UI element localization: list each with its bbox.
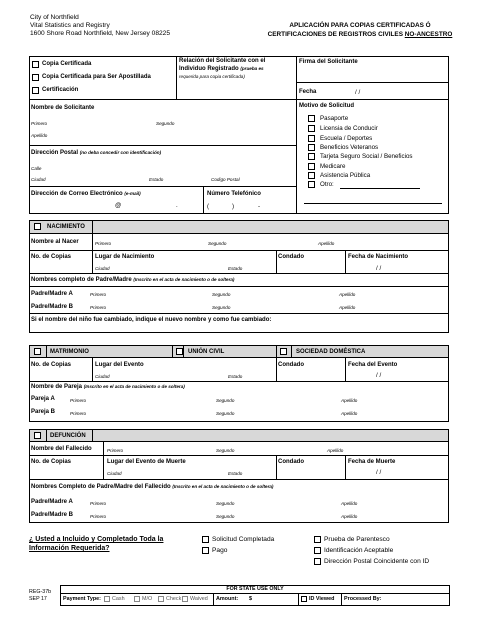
- deceased-middle-label: Segundo: [216, 448, 235, 453]
- payment-waived-label: Waived: [190, 596, 208, 602]
- copy-apostille-label: Copia Certificada para Ser Apostillada: [42, 74, 151, 80]
- birth-last-label: Apellido: [318, 241, 335, 246]
- death-county-label: Condado: [278, 459, 304, 465]
- checklist-relationship-proof-checkbox[interactable]: [314, 536, 321, 543]
- org-department: Vital Statistics and Registry: [30, 22, 110, 29]
- reason-other-label: Otro:: [320, 181, 334, 188]
- address-label: Dirección Postal (no deba concedir con identificación): [31, 150, 162, 156]
- certification-label: Certificación: [42, 87, 79, 93]
- death-date-field[interactable]: / /: [376, 469, 382, 476]
- checklist-id-checkbox[interactable]: [314, 547, 321, 554]
- partner-a-first-label: Primero: [70, 398, 87, 403]
- reason-other-checkbox[interactable]: [308, 181, 315, 188]
- reason-public-assistance-label: Asistencia Pública: [320, 172, 371, 179]
- marriage-copies-label: No. de Copias: [31, 362, 72, 368]
- processed-by-label: Processed By:: [344, 596, 382, 602]
- reason-school-checkbox[interactable]: [308, 135, 315, 142]
- birth-county-label: Condado: [278, 254, 304, 260]
- partner-b-last-label: Apellido: [341, 411, 358, 416]
- birth-date-field[interactable]: / /: [376, 265, 382, 272]
- copy-apostille-checkbox[interactable]: [32, 74, 39, 81]
- parent-a-last-label: Apellido: [339, 292, 356, 297]
- relation-label-line2: Individuo Registrado (prueba es: [179, 66, 264, 72]
- reason-license-checkbox[interactable]: [308, 125, 315, 132]
- reason-medicare-label: Medicare: [320, 163, 346, 170]
- deceased-last-label: Apellido: [327, 448, 344, 453]
- marriage-checkbox[interactable]: [34, 348, 41, 355]
- form-title-line1: APLICACIÓN PARA COPIAS CERTIFICADAS Ó: [289, 22, 431, 29]
- payment-check-label: Check: [166, 596, 182, 602]
- partner-b-middle-label: Segundo: [216, 411, 235, 416]
- birth-checkbox[interactable]: [34, 223, 41, 230]
- reason-label: Motivo de Solicitud: [299, 103, 354, 109]
- marriage-date-label: Fecha del Evento: [348, 362, 398, 368]
- parent-b-label: Padre/Madre B: [31, 304, 74, 310]
- death-place-label: Lugar del Evento de Muerte: [107, 459, 186, 465]
- checklist-payment-label: Pago: [212, 547, 228, 554]
- checklist-application-label: Solicitud Completada: [212, 536, 275, 543]
- marriage-state-label: Estado: [228, 374, 243, 379]
- partner-b-first-label: Primero: [70, 411, 87, 416]
- amount-dollar-sign: $: [249, 596, 252, 602]
- parent-a-first-label: Primero: [90, 292, 107, 297]
- phone-open-paren: (: [207, 203, 210, 210]
- birth-parents-label: Nombres completo de Padre/Madre (Inscrito en el acta de nacimiento o de soltera): [31, 277, 235, 283]
- applicant-name-label: Nombre de Solicitante: [31, 105, 95, 111]
- birth-section-title: NACIMIENTO: [47, 224, 85, 230]
- reason-veterans-label: Beneficios Veteranos: [320, 144, 379, 151]
- birth-date-label: Fecha de Nacimiento: [348, 254, 409, 260]
- death-checkbox[interactable]: [34, 432, 41, 439]
- relation-label-line1: Relación del Solicitante con el: [179, 58, 266, 64]
- birth-place-label: Lugar de Nacimiento: [95, 254, 155, 260]
- relation-field[interactable]: [178, 80, 294, 98]
- death-state-label: Estado: [228, 471, 243, 476]
- deceased-parent-a-first-label: Primero: [90, 501, 107, 506]
- checklist-address-match-label: Dirección Postal Coincidente con ID: [324, 558, 430, 565]
- reason-social-security-label: Tarjeta Seguro Social / Beneficios: [320, 153, 413, 160]
- email-at-sign: @: [115, 202, 122, 209]
- address-street-label: Calle: [31, 166, 42, 171]
- reason-veterans-checkbox[interactable]: [308, 144, 315, 151]
- marriage-county-label: Condado: [278, 362, 304, 368]
- birth-city-label: Ciudad: [95, 266, 110, 271]
- signature-label: Firma del Solicitante: [299, 59, 358, 65]
- payment-type-label: Payment Type:: [63, 596, 101, 602]
- reason-school-label: Escuela / Deportes: [320, 135, 373, 142]
- death-copies-label: No. de Copias: [31, 459, 72, 465]
- payment-mo-checkbox[interactable]: [134, 596, 140, 602]
- reason-other-line[interactable]: [340, 188, 420, 189]
- id-viewed-checkbox[interactable]: [301, 596, 307, 602]
- reason-other-line2[interactable]: [304, 203, 442, 204]
- applicant-middle-label: Segundo: [156, 121, 175, 126]
- checklist-question-line2: Información Requerida?: [29, 545, 110, 552]
- partner-a-label: Pareja A: [31, 396, 55, 402]
- domestic-partnership-checkbox[interactable]: [280, 348, 287, 355]
- applicant-first-label: Primero: [31, 121, 48, 126]
- deceased-parent-a-last-label: Apellido: [341, 501, 358, 506]
- reason-medicare-checkbox[interactable]: [308, 163, 315, 170]
- deceased-first-label: Primero: [107, 448, 124, 453]
- deceased-parent-a-label: Padre/Madre A: [31, 499, 73, 505]
- birth-first-label: Primero: [95, 241, 112, 246]
- civil-union-section-title: UNIÓN CIVIL: [188, 349, 225, 355]
- checklist-payment-checkbox[interactable]: [202, 547, 209, 554]
- parent-a-label: Padre/Madre A: [31, 291, 73, 297]
- form-date: SEP 17: [29, 596, 47, 602]
- deceased-parents-label: Nombres Completo de Padre/Madre del Fallecido (Inscrito en el acta de nacimiento o de soltera): [31, 484, 274, 490]
- birth-state-label: Estado: [228, 266, 243, 271]
- reason-license-label: Licensia de Conducir: [320, 125, 378, 132]
- marriage-section-header: [29, 345, 449, 358]
- birth-name-label: Nombre al Nacer: [31, 239, 79, 245]
- payment-cash-checkbox[interactable]: [104, 596, 110, 602]
- address-city-label: Ciudad: [31, 177, 46, 182]
- deceased-parent-b-middle-label: Segundo: [216, 514, 235, 519]
- payment-waived-checkbox[interactable]: [182, 596, 188, 602]
- org-name: City of Northfield: [30, 14, 79, 21]
- reason-public-assistance-checkbox[interactable]: [308, 172, 315, 179]
- copy-certified-label: Copia Certificada: [42, 61, 92, 67]
- address-zip-label: Codigo Postal: [211, 177, 240, 182]
- email-label: Dirección de Correo Electrónico (e-mail): [31, 191, 141, 197]
- payment-cash-label: Cash: [112, 596, 125, 602]
- checklist-application-checkbox[interactable]: [202, 536, 209, 543]
- signature-date-field[interactable]: / /: [355, 89, 361, 96]
- email-dot: .: [176, 202, 178, 209]
- phone-dash: -: [258, 203, 261, 210]
- civil-union-checkbox[interactable]: [176, 348, 183, 355]
- deceased-parent-b-last-label: Apellido: [341, 514, 358, 519]
- id-viewed-label: ID Viewed: [309, 596, 335, 602]
- reason-social-security-checkbox[interactable]: [308, 153, 315, 160]
- deceased-parent-b-first-label: Primero: [90, 514, 107, 519]
- form-title-line2: CERTIFICACIONES DE REGISTROS CIVILES NO-ANCESTRO: [267, 31, 453, 38]
- partner-a-last-label: Apellido: [341, 398, 358, 403]
- death-city-label: Ciudad: [107, 471, 122, 476]
- parent-b-first-label: Primero: [90, 305, 107, 310]
- deceased-parent-a-middle-label: Segundo: [216, 501, 235, 506]
- checklist-address-match-checkbox[interactable]: [314, 558, 321, 565]
- marriage-date-field[interactable]: / /: [376, 372, 382, 379]
- death-date-label: Fecha de Muerte: [348, 459, 396, 465]
- parent-a-middle-label: Segundo: [212, 292, 231, 297]
- deceased-name-label: Nombre del Fallecido: [31, 446, 92, 452]
- applicant-last-label: Apellido: [31, 133, 48, 138]
- amount-label: Amount:: [216, 596, 239, 602]
- parent-b-middle-label: Segundo: [212, 305, 231, 310]
- form-id: REG-37b: [29, 589, 52, 595]
- state-use-label: FOR STATE USE ONLY: [226, 586, 284, 592]
- checklist-relationship-proof-label: Prueba de Parentesco: [324, 536, 390, 543]
- marriage-section-title: MATRIMONIO: [50, 349, 89, 355]
- reason-passport-label: Pasaporte: [320, 115, 349, 122]
- partner-names-label: Nombre de Pareja (Inscrito en el acta de nacimiento o de soltera): [31, 384, 185, 390]
- org-address: 1600 Shore Road Northfield, New Jersey 08225: [30, 30, 171, 37]
- death-section-title: DEFUNCIÓN: [50, 433, 86, 439]
- phone-close-paren: ): [232, 203, 235, 210]
- certification-checkbox[interactable]: [32, 87, 39, 94]
- payment-check-checkbox[interactable]: [158, 596, 164, 602]
- address-state-label: Estado: [149, 177, 164, 182]
- relation-note: requerida para copia certificada): [179, 74, 245, 79]
- copy-certified-checkbox[interactable]: [32, 61, 39, 68]
- name-change-label: Si el nombre del niño fue cambiado, indique el nuevo nombre y como fue cambiado:: [31, 317, 272, 323]
- reason-passport-checkbox[interactable]: [308, 115, 315, 122]
- checklist-id-label: Identificación Aceptable: [324, 547, 394, 554]
- death-section: [29, 429, 449, 523]
- partner-b-label: Pareja B: [31, 409, 56, 415]
- deceased-parent-b-label: Padre/Madre B: [31, 512, 74, 518]
- checklist-question-line1: ¿ Usted a Incluido y Completado Toda la: [29, 536, 164, 543]
- partner-a-middle-label: Segundo: [216, 398, 235, 403]
- date-label: Fecha: [299, 89, 317, 95]
- signature-field[interactable]: [298, 67, 448, 81]
- phone-label: Número Telefónico: [207, 191, 261, 197]
- marriage-city-label: Ciudad: [95, 374, 110, 379]
- payment-mo-label: M/O: [142, 596, 153, 602]
- parent-b-last-label: Apellido: [339, 305, 356, 310]
- domestic-partnership-section-title: SOCIEDAD DOMÉSTICA: [296, 349, 366, 355]
- birth-copies-label: No. de Copias: [31, 254, 72, 260]
- birth-middle-label: Segundo: [208, 241, 227, 246]
- marriage-place-label: Lugar del Evento: [95, 362, 144, 368]
